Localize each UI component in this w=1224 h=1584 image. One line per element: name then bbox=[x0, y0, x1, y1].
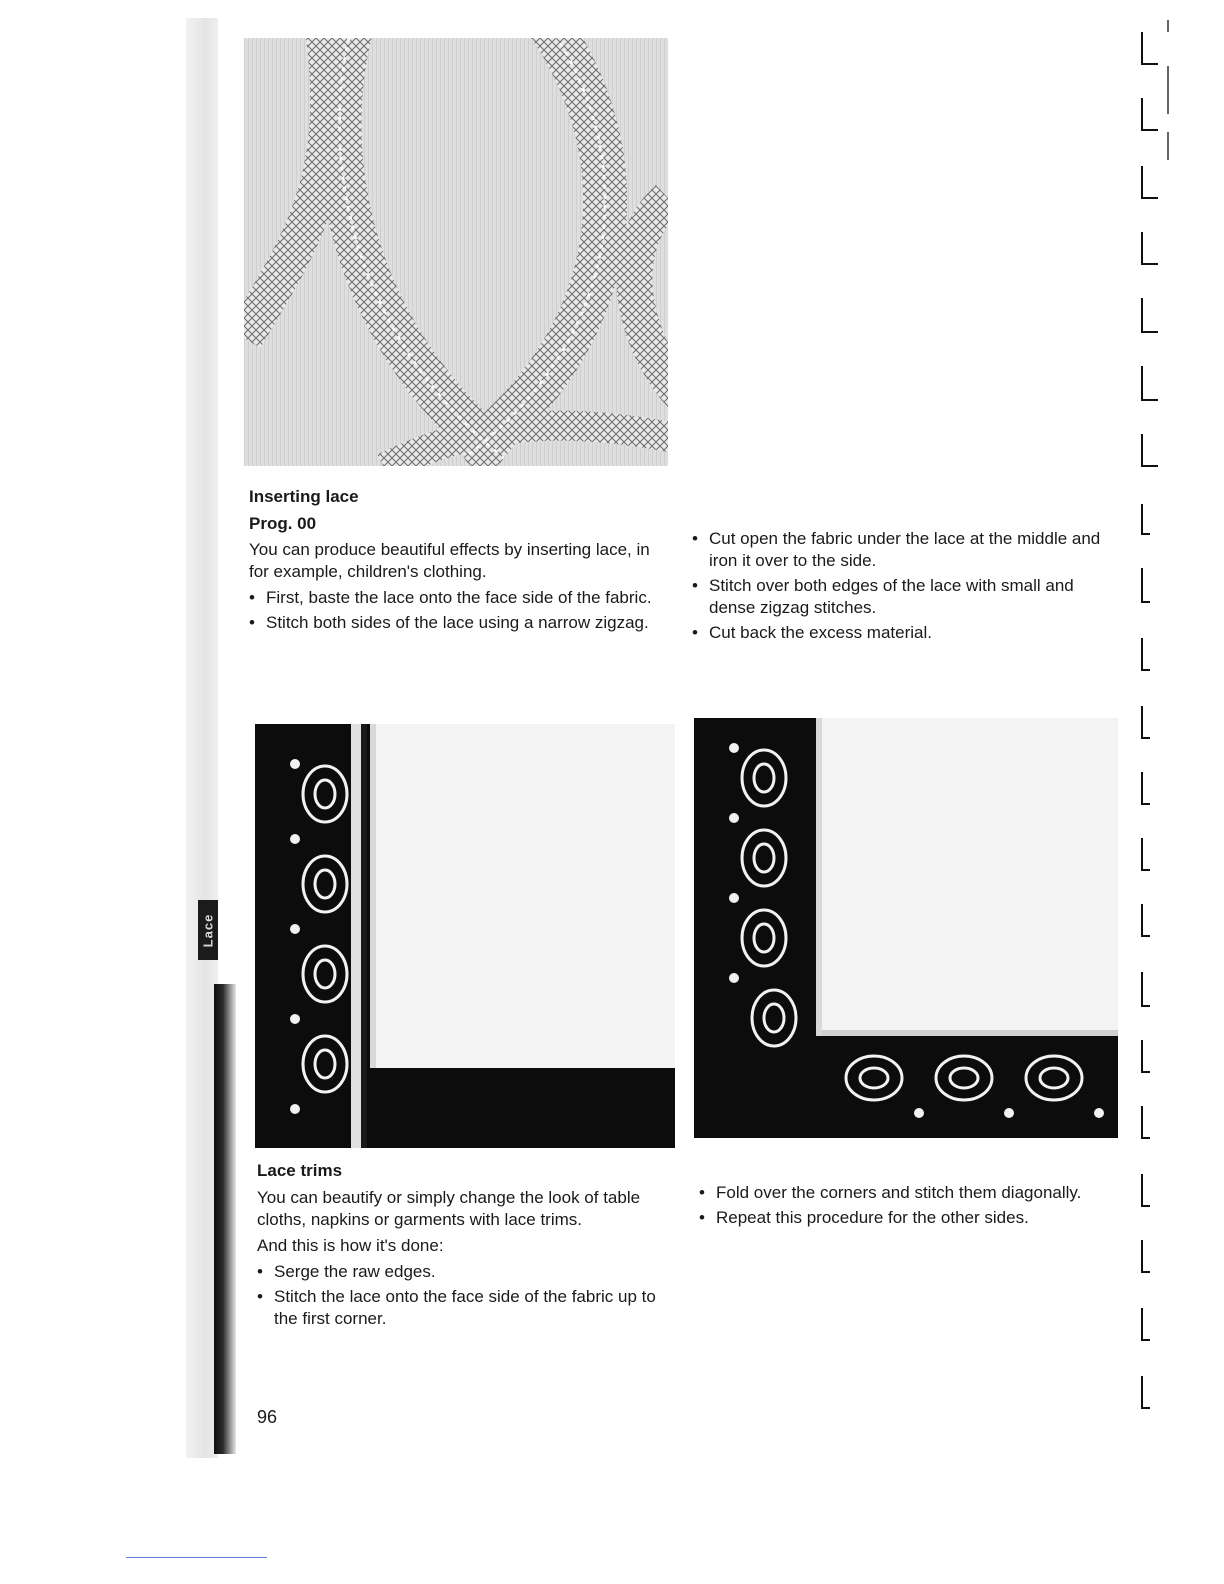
binding-shadow bbox=[214, 984, 236, 1454]
list-item: • Repeat this procedure for the other sides. bbox=[699, 1207, 1129, 1229]
lace-trim-corner-photo-icon bbox=[694, 718, 1118, 1138]
list-item: • Cut open the fabric under the lace at the middle and iron it over to the side. bbox=[692, 528, 1122, 572]
page-number: 96 bbox=[257, 1407, 278, 1427]
list-item: • Cut back the excess material. bbox=[692, 622, 1122, 644]
crop-marks bbox=[1138, 20, 1178, 1420]
inserting-lace-title: Inserting lace bbox=[249, 487, 359, 506]
list-item: • Stitch both sides of the lace using a narrow zigzag. bbox=[249, 612, 674, 634]
lace-trims-title: Lace trims bbox=[257, 1161, 343, 1180]
lace-trim-photo-right bbox=[694, 718, 1118, 1138]
lace-trims-steps-right bbox=[699, 1182, 1129, 1229]
program-number: Prog. 00 bbox=[249, 514, 317, 533]
lace-trims-right-column bbox=[699, 1182, 1129, 1232]
list-item: • First, baste the lace onto the face side of the fabric. bbox=[249, 587, 674, 609]
footer-rule bbox=[126, 1557, 267, 1558]
inserting-lace-photo bbox=[244, 38, 668, 466]
lace-insert-photo-icon bbox=[244, 38, 668, 466]
lace-trims-steps-left bbox=[257, 1261, 682, 1330]
section-tab bbox=[198, 900, 218, 960]
list-item: • Stitch over both edges of the lace with small and dense zigzag stitches. bbox=[692, 575, 1122, 619]
section-tab-label: Lace bbox=[200, 913, 216, 947]
list-item: • Fold over the corners and stitch them diagonally. bbox=[699, 1182, 1129, 1204]
inserting-lace-steps-right bbox=[692, 528, 1122, 644]
lace-trims-intro: You can beautify or simply change the look of table cloths, napkins or garments with lace trims. bbox=[257, 1188, 641, 1229]
inserting-lace-intro: You can produce beautiful effects by inserting lace, in for example, children's clothing. bbox=[249, 540, 650, 581]
inserting-lace-steps-left bbox=[249, 587, 674, 634]
list-item: • Serge the raw edges. bbox=[257, 1261, 682, 1283]
lace-trim-photo-icon bbox=[255, 724, 675, 1148]
lace-trims-left-column bbox=[257, 1160, 682, 1333]
inserting-lace-right-column bbox=[692, 528, 1122, 647]
lace-trims-how-to: And this is how it's done: bbox=[257, 1236, 444, 1255]
inserting-lace-left-column bbox=[249, 486, 674, 637]
lace-trim-photo-left bbox=[255, 724, 675, 1148]
list-item: • Stitch the lace onto the face side of the fabric up to the first corner. bbox=[257, 1286, 682, 1330]
